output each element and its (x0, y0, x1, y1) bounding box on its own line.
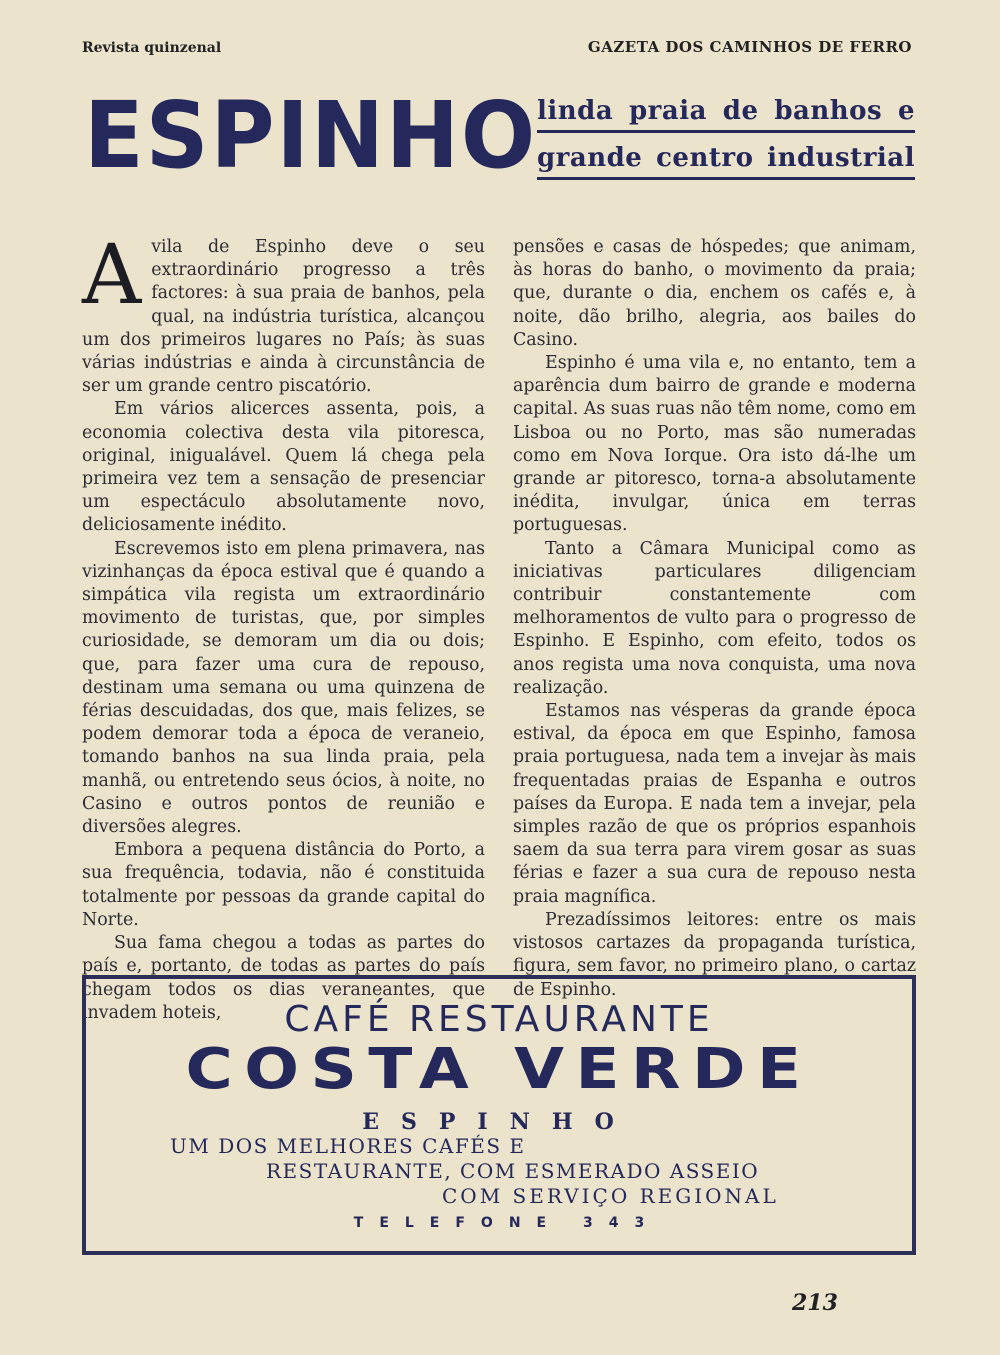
paragraph: Embora a pequena distância do Porto, a sua frequência, todavia, não é constituida totalmente por pessoas da grande capital do Norte. (82, 840, 485, 930)
subtitle-rule (537, 177, 915, 180)
article-title: ESPINHO (84, 82, 538, 189)
ad-location: ESPINHO (362, 1109, 636, 1135)
paragraph: Escrevemos isto em plena primavera, nas vizinhanças da época estival que é quando a simpática vila regista um extraordinário movimento de turistas, que, por simples curiosidade, se demoram um dia ou dois; que, para fazer uma cura de repouso, destinam uma semana ou uma quinzena de férias descuidadas, dos que, mais felizes, se podem demorar toda a época de veraneio, tomando banhos na sua linda praia, pela manhã, ou entretendo seus ócios, à noite, no Casino e outros pontos de reunião e diversões alegres. (82, 538, 485, 838)
paragraph: Sua fama chegou a todas as partes do país e, portanto, de todas as partes do país chegam todos os dias veraneantes, que invadem hoteis, (82, 933, 485, 1023)
subtitle-line-2: grande centro industrial (537, 143, 915, 173)
column-right (513, 236, 916, 1000)
drop-cap: A (82, 228, 142, 323)
paragraph: pensões e casas de hóspedes; que animam, às horas do banho, o movimento da praia; que, durante o dia, enchem os cafés e, à noite, dão brilho, alegria, aos bailes do Casino. (513, 237, 916, 350)
paragraph: Avila de Espinho deve o seu extraordinário progresso a três factores: à sua praia de banhos, pela qual, na indústria turística, alcançou um dos primeiros lugares no País; às suas várias indústrias e ainda à circunstância de ser um grande centro piscatório. (82, 228, 485, 397)
ad-description-2: RESTAURANTE, COM ESMERADO ASSEIO (266, 1159, 760, 1183)
ad-heading: CAFÉ RESTAURANTE (284, 999, 714, 1040)
header-right: GAZETA DOS CAMINHOS DE FERRO (587, 38, 912, 56)
paragraph: Estamos nas vésperas da grande época estival, da época em que Espinho, famosa praia portuguesa, nada tem a invejar às mais frequentadas praias de Espanha e outros países da Europa. E nada tem a invejar, pela simples razão de que os próprios espanhois saem da sua terra para virem gosar as suas férias e fazer a sua cura de repouso nesta praia magnífica. (513, 701, 916, 907)
paragraph: Prezadíssimos leitores: entre os mais vistosos cartazes da propaganda turística, figura, sem favor, no primeiro plano, o cartaz de Espinho. (513, 909, 916, 1000)
paragraph: Tanto a Câmara Municipal como as iniciativas particulares diligenciam contribuir constantemente com melhoramentos de vulto para o progresso de Espinho. E Espinho, com efeito, todos os anos regista uma nova conquista, uma nova realização. (513, 538, 916, 698)
subtitle-line-1: linda praia de banhos e (537, 96, 915, 126)
ad-phone: TELEFONE 343 (353, 1215, 661, 1231)
ad-description-1: UM DOS MELHORES CAFÉS E (170, 1134, 526, 1158)
ad-brand-name: COSTA VERDE (185, 1037, 813, 1102)
page-number: 213 (792, 1290, 838, 1316)
ad-description-3: COM SERVIÇO REGIONAL (442, 1184, 779, 1208)
paragraph: Espinho é uma vila e, no entanto, tem a aparência dum bairro de grande e moderna capital. As suas ruas não têm nome, como em Lisboa ou no Porto, mas são numeradas como em Nova Iorque. Ora isto dá-lhe um grande ar pitoresco, torna-a absolutamente inédita, invulgar, única em terras portuguesas. (513, 353, 916, 536)
article-subtitle (537, 92, 915, 186)
subtitle-rule (537, 130, 915, 133)
paragraph: Em vários alicerces assenta, pois, a economia colectiva desta vila pitoresca, original, inigualável. Quem lá chega pela primeira vez tem a sensação de presenciar um espectáculo absolutamente novo, deliciosamente inédito. (82, 399, 485, 536)
column-left (82, 228, 485, 1023)
header-left: Revista quinzenal (82, 40, 222, 56)
advertisement (82, 975, 916, 1255)
